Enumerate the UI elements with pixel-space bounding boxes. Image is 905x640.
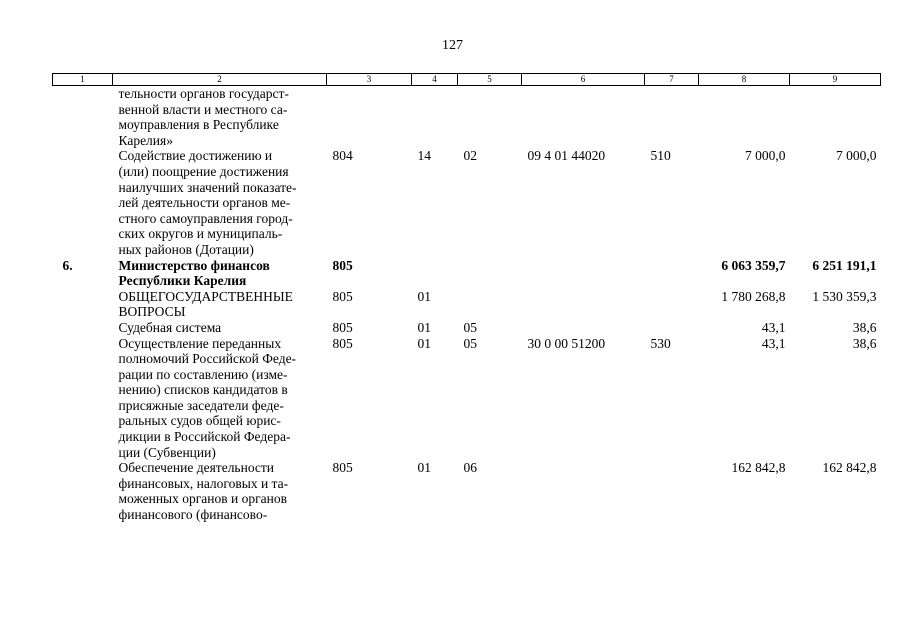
section-code: 01: [417, 335, 431, 351]
row-number: [53, 86, 113, 149]
row-name-line: полномочий Российской Феде-: [118, 351, 297, 367]
amount-year-1: 6 063 359,7: [721, 257, 786, 273]
column-header: 4: [412, 74, 458, 86]
section-code: [412, 86, 458, 149]
column-header: 3: [327, 74, 412, 86]
column-header: 5: [458, 74, 522, 86]
row-name: [113, 460, 327, 522]
target-article-code: [522, 460, 645, 522]
row-name-line: присяжные заседатели феде-: [118, 397, 284, 413]
row-name-line: финансового (финансово-: [118, 507, 268, 523]
row-name-line: Осуществление переданных: [118, 335, 282, 351]
section-code: 01: [417, 460, 431, 476]
row-name-line: наилучших значений показате-: [118, 179, 297, 195]
budget-table: [52, 73, 881, 523]
amount-year-2: 162 842,8: [822, 460, 877, 476]
target-article-code: [522, 289, 645, 320]
row-name-line: ВОПРОСЫ: [118, 304, 186, 320]
column-header: 2: [113, 74, 327, 86]
amount-year-2: [790, 86, 881, 149]
ministry-code: 805: [332, 460, 353, 476]
amount-year-2: 6 251 191,1: [812, 257, 877, 273]
expense-type-code: 510: [650, 148, 671, 164]
section-code: 14: [417, 148, 431, 164]
amount-year-1: 1 780 268,8: [721, 288, 786, 304]
expense-type-code: 530: [650, 335, 671, 351]
table-row: [53, 86, 881, 149]
table-row: [53, 148, 881, 257]
expense-type-code: [645, 289, 699, 320]
row-name: [113, 336, 327, 461]
ministry-code: 805: [332, 288, 353, 304]
amount-year-2: 7 000,0: [836, 148, 877, 164]
section-code: 01: [417, 319, 431, 335]
page-number: 127: [442, 38, 463, 53]
row-name-line: Республики Карелия: [118, 273, 247, 289]
row-name-line: Министерство финансов: [118, 257, 270, 273]
column-header: 8: [699, 74, 790, 86]
amount-year-1: 43,1: [761, 335, 786, 351]
row-name-line: ских округов и муниципаль-: [118, 226, 283, 242]
amount-year-1: [699, 86, 790, 149]
expense-type-code: [645, 320, 699, 336]
column-header: 7: [645, 74, 699, 86]
table-row: [53, 289, 881, 320]
row-name: [113, 258, 327, 289]
row-name-line: венной власти и местного са-: [118, 101, 288, 117]
target-article-code: [522, 86, 645, 149]
table-body: [53, 86, 881, 523]
target-article-code: [522, 258, 645, 289]
ministry-code: 805: [332, 257, 353, 273]
row-name-line: тельности органов государст-: [118, 86, 289, 101]
subsection-code: 02: [463, 148, 477, 164]
row-number: [53, 320, 113, 336]
subsection-code: [458, 86, 522, 149]
column-header: 9: [790, 74, 881, 86]
target-article-code: 09 4 01 44020: [527, 148, 606, 164]
section-code: [412, 258, 458, 289]
row-name-line: финансовых, налоговых и та-: [118, 475, 289, 491]
row-name: [113, 86, 327, 149]
row-number: [53, 148, 113, 257]
ministry-code: 805: [332, 319, 353, 335]
expense-type-code: [645, 460, 699, 522]
row-name-line: стного самоуправления город-: [118, 210, 293, 226]
row-name-line: ОБЩЕГОСУДАРСТВЕННЫЕ: [118, 288, 293, 304]
amount-year-2: 1 530 359,3: [812, 288, 877, 304]
subsection-code: [458, 289, 522, 320]
row-name-line: лей деятельности органов ме-: [118, 195, 291, 211]
target-article-code: [522, 320, 645, 336]
table-row: [53, 336, 881, 461]
row-name-line: Судебная система: [118, 319, 222, 335]
expense-type-code: [645, 86, 699, 149]
amount-year-1: 7 000,0: [745, 148, 786, 164]
row-name-line: ральных судов общей юрис-: [118, 413, 281, 429]
column-header: 1: [53, 74, 113, 86]
row-name-line: дикции в Российской Федера-: [118, 429, 291, 445]
row-name-line: нению) списков кандидатов в: [118, 382, 288, 398]
amount-year-1: 162 842,8: [731, 460, 786, 476]
row-name-line: ции (Субвенции): [118, 444, 216, 460]
section-code: 01: [417, 288, 431, 304]
subsection-code: 06: [463, 460, 477, 476]
row-name-line: ных районов (Дотации): [118, 241, 254, 257]
row-name: [113, 289, 327, 320]
row-name-line: Обеспечение деятельности: [118, 460, 275, 476]
table-row: [53, 258, 881, 289]
row-number: [53, 336, 113, 461]
table-row: [53, 320, 881, 336]
row-name-line: моженных органов и органов: [118, 491, 287, 507]
row-name-line: Содействие достижению и: [118, 148, 273, 164]
row-name: [113, 320, 327, 336]
column-number-header-row: [53, 74, 881, 86]
subsection-code: 05: [463, 319, 477, 335]
subsection-code: 05: [463, 335, 477, 351]
row-name: [113, 148, 327, 257]
ministry-code: 805: [332, 335, 353, 351]
table-row: [53, 460, 881, 522]
column-header: 6: [522, 74, 645, 86]
row-name-line: (или) поощрение достижения: [118, 163, 289, 179]
row-name-line: Карелия»: [118, 132, 173, 148]
amount-year-2: 38,6: [852, 335, 877, 351]
row-number: [53, 289, 113, 320]
ministry-code: 804: [332, 148, 353, 164]
row-number: 6.: [62, 257, 73, 273]
ministry-code: [327, 86, 412, 149]
row-name-line: рации по составлению (изме-: [118, 366, 288, 382]
target-article-code: 30 0 00 51200: [527, 335, 606, 351]
expense-type-code: [645, 258, 699, 289]
subsection-code: [458, 258, 522, 289]
amount-year-2: 38,6: [852, 319, 877, 335]
amount-year-1: 43,1: [761, 319, 786, 335]
row-number: [53, 460, 113, 522]
row-name-line: моуправления в Республике: [118, 117, 279, 133]
